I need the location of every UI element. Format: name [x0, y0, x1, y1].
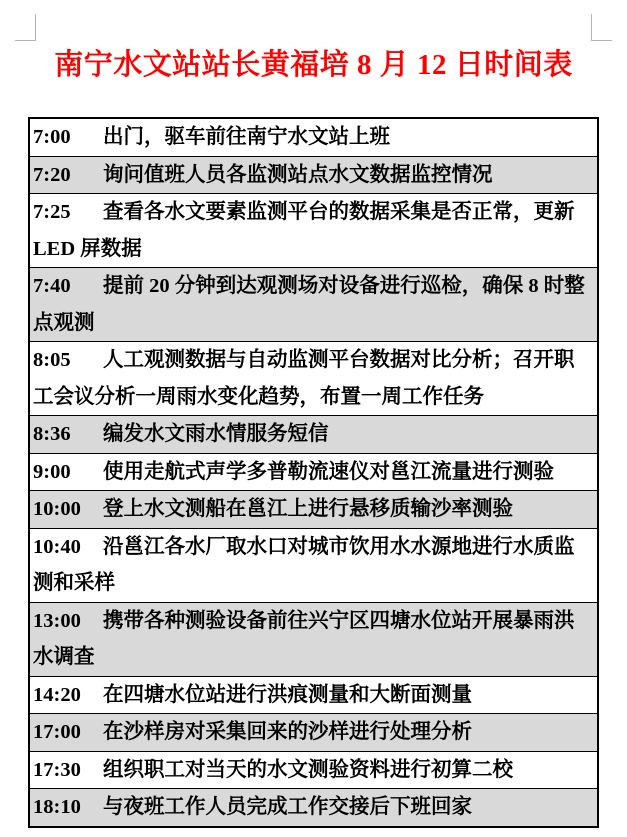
row-time: 7:00 — [33, 126, 71, 148]
row-time: 7:25 — [33, 201, 71, 223]
row-time: 18:10 — [33, 796, 81, 818]
table-row — [30, 416, 597, 454]
row-time: 10:40 — [33, 535, 81, 558]
row-activity: 查看各水文要素监测平台的数据采集是否正常，更新 LED 屏数据 — [33, 201, 575, 260]
table-row — [30, 603, 597, 677]
table-row — [30, 789, 597, 826]
row-time: 17:00 — [33, 721, 81, 743]
page-title: 南宁水文站站长黄福培 8 月 12 日时间表 — [54, 49, 573, 81]
row-time: 7:40 — [33, 275, 71, 297]
table-row — [30, 752, 597, 790]
table-row — [30, 157, 597, 195]
table-row — [30, 342, 597, 416]
table-row — [30, 454, 597, 492]
page-corner-mark-top-left — [15, 14, 36, 41]
row-time: 14:20 — [33, 683, 81, 706]
row-activity: 使用走航式声学多普勒流速仪对邕江流量进行测验 — [103, 460, 554, 483]
row-time: 7:20 — [33, 163, 71, 186]
row-activity: 登上水文测船在邕江上进行悬移质输沙率测验 — [103, 498, 513, 520]
table-row — [30, 119, 597, 157]
row-activity: 在沙样房对采集回来的沙样进行处理分析 — [103, 721, 472, 743]
row-time: 8:36 — [33, 423, 71, 445]
row-time: 8:05 — [33, 349, 71, 371]
row-time: 9:00 — [33, 460, 71, 483]
row-time: 13:00 — [33, 609, 81, 632]
table-row — [30, 194, 597, 268]
row-activity: 与夜班工作人员完成工作交接后下班回家 — [103, 796, 472, 818]
page-corner-mark-top-right — [591, 14, 612, 41]
schedule-table — [28, 117, 599, 828]
row-activity: 询问值班人员各监测站点水文数据监控情况 — [103, 163, 493, 186]
row-activity: 人工观测数据与自动监测平台数据对比分析；召开职工会议分析一周雨水变化趋势，布置一周工作任务 — [33, 349, 575, 408]
row-activity: 沿邕江各水厂取水口对城市饮用水水源地进行水质监测和采样 — [33, 535, 575, 594]
table-row — [30, 491, 597, 529]
table-row — [30, 677, 597, 715]
row-activity: 提前 20 分钟到达观测场对设备进行巡检，确保 8 时整点观测 — [33, 275, 585, 334]
row-activity: 编发水文雨水情服务短信 — [103, 423, 329, 445]
row-activity: 在四塘水位站进行洪痕测量和大断面测量 — [103, 683, 472, 706]
row-time: 10:00 — [33, 498, 81, 520]
row-activity: 携带各种测验设备前往兴宁区四塘水位站开展暴雨洪水调查 — [33, 609, 575, 668]
table-row — [30, 529, 597, 603]
row-time: 17:30 — [33, 758, 81, 781]
table-row — [30, 268, 597, 342]
table-row — [30, 714, 597, 752]
row-activity: 出门，驱车前往南宁水文站上班 — [103, 126, 390, 148]
row-activity: 组织职工对当天的水文测验资料进行初算二校 — [103, 758, 513, 781]
